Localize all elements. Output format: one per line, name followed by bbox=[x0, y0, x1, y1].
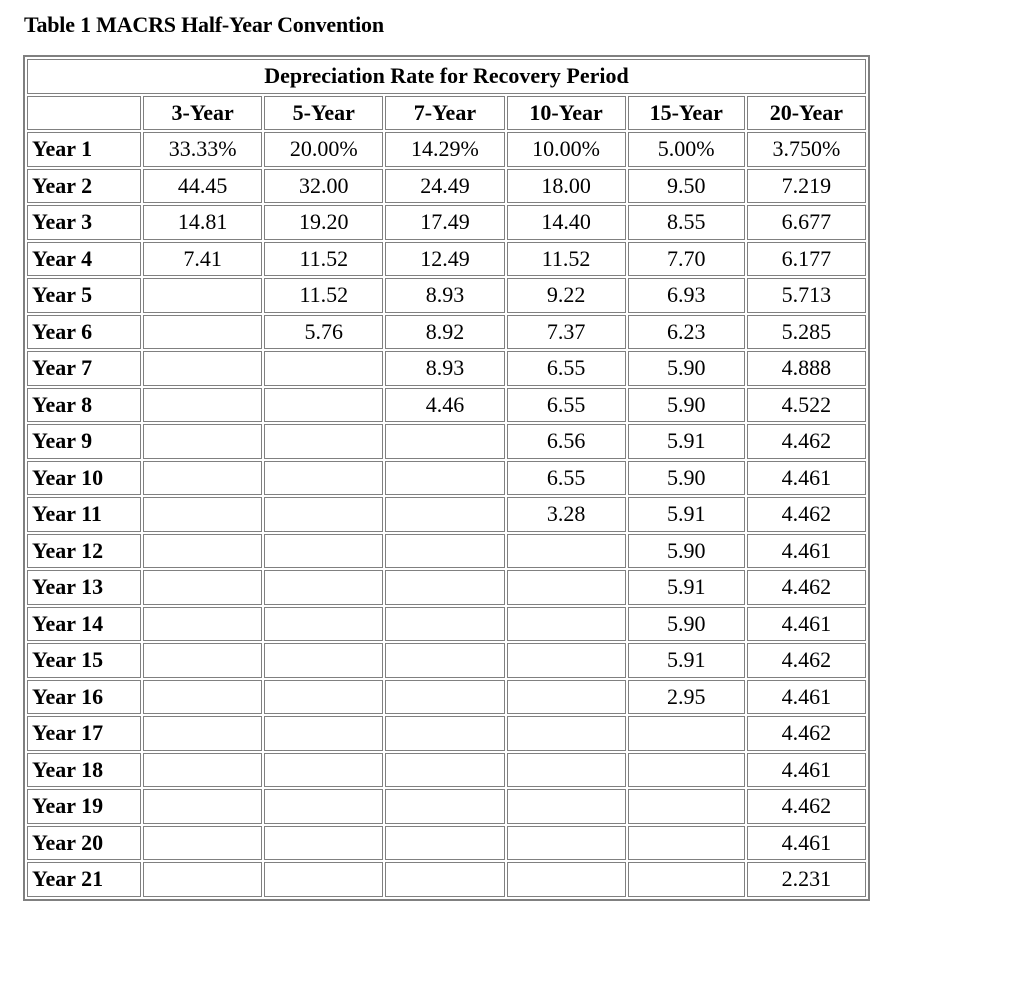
row-label: Year 3 bbox=[27, 205, 141, 240]
rate-cell: 11.52 bbox=[264, 242, 383, 277]
rate-cell: 18.00 bbox=[507, 169, 626, 204]
rate-cell bbox=[628, 716, 745, 751]
rate-cell: 4.461 bbox=[747, 534, 866, 569]
rate-cell bbox=[143, 534, 262, 569]
rate-cell bbox=[143, 862, 262, 897]
rate-cell: 5.91 bbox=[628, 424, 745, 459]
table-row bbox=[27, 205, 866, 240]
rate-cell: 24.49 bbox=[385, 169, 504, 204]
rate-cell: 10.00% bbox=[507, 132, 626, 167]
rate-cell bbox=[143, 278, 262, 313]
row-label: Year 1 bbox=[27, 132, 141, 167]
rate-cell: 4.462 bbox=[747, 570, 866, 605]
rate-cell bbox=[385, 789, 504, 824]
rate-cell: 9.50 bbox=[628, 169, 745, 204]
rate-cell bbox=[264, 497, 383, 532]
table-row bbox=[27, 242, 866, 277]
table-row bbox=[27, 826, 866, 861]
rate-cell: 5.90 bbox=[628, 388, 745, 423]
rate-cell: 5.00% bbox=[628, 132, 745, 167]
rate-cell bbox=[264, 826, 383, 861]
rate-cell bbox=[385, 497, 504, 532]
rate-cell bbox=[264, 680, 383, 715]
rate-cell bbox=[507, 607, 626, 642]
rate-cell: 9.22 bbox=[507, 278, 626, 313]
rate-cell: 5.90 bbox=[628, 607, 745, 642]
rate-cell bbox=[385, 826, 504, 861]
rate-cell: 4.462 bbox=[747, 424, 866, 459]
rate-cell bbox=[264, 461, 383, 496]
rate-cell: 4.46 bbox=[385, 388, 504, 423]
rate-cell bbox=[385, 424, 504, 459]
rate-cell: 2.231 bbox=[747, 862, 866, 897]
row-label: Year 18 bbox=[27, 753, 141, 788]
rate-cell bbox=[264, 351, 383, 386]
rate-cell: 14.29% bbox=[385, 132, 504, 167]
rate-cell: 5.90 bbox=[628, 534, 745, 569]
rate-cell bbox=[264, 753, 383, 788]
table-row bbox=[27, 315, 866, 350]
rate-cell: 4.461 bbox=[747, 753, 866, 788]
rate-cell bbox=[507, 789, 626, 824]
table-row bbox=[27, 716, 866, 751]
rate-cell bbox=[628, 826, 745, 861]
rate-cell bbox=[143, 789, 262, 824]
table-row bbox=[27, 789, 866, 824]
rate-cell bbox=[264, 534, 383, 569]
row-label: Year 7 bbox=[27, 351, 141, 386]
table-row bbox=[27, 643, 866, 678]
rate-cell bbox=[143, 351, 262, 386]
rate-cell: 4.461 bbox=[747, 826, 866, 861]
rate-cell bbox=[264, 716, 383, 751]
rate-cell: 4.462 bbox=[747, 497, 866, 532]
row-label: Year 11 bbox=[27, 497, 141, 532]
rate-cell bbox=[264, 570, 383, 605]
rate-cell bbox=[264, 388, 383, 423]
rate-cell: 4.462 bbox=[747, 643, 866, 678]
rate-cell bbox=[385, 607, 504, 642]
rate-cell bbox=[628, 862, 745, 897]
row-label: Year 12 bbox=[27, 534, 141, 569]
rate-cell bbox=[628, 789, 745, 824]
row-label: Year 6 bbox=[27, 315, 141, 350]
rate-cell: 4.461 bbox=[747, 607, 866, 642]
macrs-table bbox=[23, 55, 870, 901]
rate-cell bbox=[264, 643, 383, 678]
rate-cell bbox=[385, 643, 504, 678]
rate-cell: 4.888 bbox=[747, 351, 866, 386]
rate-cell: 6.55 bbox=[507, 461, 626, 496]
rate-cell: 5.91 bbox=[628, 643, 745, 678]
row-label: Year 8 bbox=[27, 388, 141, 423]
rate-cell: 6.93 bbox=[628, 278, 745, 313]
rate-cell bbox=[264, 607, 383, 642]
rate-cell bbox=[143, 424, 262, 459]
rate-cell bbox=[507, 680, 626, 715]
rate-cell: 6.23 bbox=[628, 315, 745, 350]
rate-cell bbox=[628, 753, 745, 788]
column-header: 20-Year bbox=[747, 96, 866, 131]
row-label: Year 17 bbox=[27, 716, 141, 751]
row-label: Year 16 bbox=[27, 680, 141, 715]
rate-cell bbox=[143, 716, 262, 751]
rate-cell: 3.28 bbox=[507, 497, 626, 532]
rate-cell bbox=[264, 424, 383, 459]
rate-cell: 3.750% bbox=[747, 132, 866, 167]
rate-cell: 44.45 bbox=[143, 169, 262, 204]
rate-cell: 5.90 bbox=[628, 461, 745, 496]
rate-cell bbox=[507, 643, 626, 678]
rate-cell: 12.49 bbox=[385, 242, 504, 277]
rate-cell: 14.81 bbox=[143, 205, 262, 240]
rate-cell bbox=[385, 862, 504, 897]
rate-cell: 6.55 bbox=[507, 388, 626, 423]
rate-cell bbox=[143, 643, 262, 678]
rate-cell bbox=[385, 534, 504, 569]
rate-cell: 4.461 bbox=[747, 461, 866, 496]
rate-cell: 4.462 bbox=[747, 789, 866, 824]
table-row bbox=[27, 534, 866, 569]
table-row bbox=[27, 570, 866, 605]
rate-cell bbox=[143, 826, 262, 861]
table-row bbox=[27, 680, 866, 715]
column-header: 10-Year bbox=[507, 96, 626, 131]
rate-cell: 7.70 bbox=[628, 242, 745, 277]
rate-cell: 5.713 bbox=[747, 278, 866, 313]
row-label: Year 15 bbox=[27, 643, 141, 678]
row-label: Year 19 bbox=[27, 789, 141, 824]
rate-cell: 6.677 bbox=[747, 205, 866, 240]
column-header: 15-Year bbox=[628, 96, 745, 131]
rate-cell: 8.93 bbox=[385, 351, 504, 386]
rate-cell bbox=[385, 461, 504, 496]
rate-cell bbox=[507, 570, 626, 605]
rate-cell bbox=[507, 862, 626, 897]
rate-cell: 7.37 bbox=[507, 315, 626, 350]
rate-cell: 19.20 bbox=[264, 205, 383, 240]
table-row bbox=[27, 461, 866, 496]
table-row bbox=[27, 753, 866, 788]
row-label: Year 4 bbox=[27, 242, 141, 277]
rate-cell bbox=[264, 789, 383, 824]
rate-cell bbox=[143, 753, 262, 788]
column-header: 7-Year bbox=[385, 96, 504, 131]
rate-cell: 8.55 bbox=[628, 205, 745, 240]
rate-cell: 20.00% bbox=[264, 132, 383, 167]
rate-cell: 33.33% bbox=[143, 132, 262, 167]
table-body bbox=[27, 132, 866, 897]
rate-cell bbox=[143, 680, 262, 715]
rate-cell bbox=[507, 534, 626, 569]
column-header: 3-Year bbox=[143, 96, 262, 131]
row-label: Year 10 bbox=[27, 461, 141, 496]
rate-cell bbox=[143, 388, 262, 423]
rate-cell: 2.95 bbox=[628, 680, 745, 715]
rate-cell: 11.52 bbox=[507, 242, 626, 277]
table-row bbox=[27, 132, 866, 167]
group-header: Depreciation Rate for Recovery Period bbox=[27, 59, 866, 94]
rate-cell bbox=[143, 315, 262, 350]
table-row bbox=[27, 278, 866, 313]
rate-cell: 32.00 bbox=[264, 169, 383, 204]
rate-cell bbox=[507, 716, 626, 751]
rate-cell: 5.76 bbox=[264, 315, 383, 350]
group-header-row bbox=[27, 59, 866, 94]
row-label: Year 13 bbox=[27, 570, 141, 605]
rate-cell bbox=[143, 461, 262, 496]
rate-cell: 5.90 bbox=[628, 351, 745, 386]
row-label: Year 20 bbox=[27, 826, 141, 861]
rate-cell bbox=[507, 753, 626, 788]
table-row bbox=[27, 424, 866, 459]
rate-cell bbox=[143, 497, 262, 532]
table-row bbox=[27, 388, 866, 423]
row-label: Year 5 bbox=[27, 278, 141, 313]
row-label: Year 9 bbox=[27, 424, 141, 459]
rate-cell bbox=[143, 570, 262, 605]
rate-cell bbox=[385, 680, 504, 715]
column-header: 5-Year bbox=[264, 96, 383, 131]
rate-cell bbox=[507, 826, 626, 861]
rate-cell: 4.522 bbox=[747, 388, 866, 423]
rate-cell: 5.91 bbox=[628, 497, 745, 532]
rate-cell: 6.55 bbox=[507, 351, 626, 386]
rate-cell bbox=[264, 862, 383, 897]
rate-cell: 4.461 bbox=[747, 680, 866, 715]
rate-cell: 6.56 bbox=[507, 424, 626, 459]
table-row bbox=[27, 607, 866, 642]
column-header-row bbox=[27, 96, 866, 131]
rate-cell bbox=[385, 716, 504, 751]
table-row bbox=[27, 862, 866, 897]
table-caption: Table 1 MACRS Half-Year Convention bbox=[24, 12, 384, 37]
row-label: Year 2 bbox=[27, 169, 141, 204]
rate-cell: 17.49 bbox=[385, 205, 504, 240]
table-row bbox=[27, 351, 866, 386]
rate-cell bbox=[385, 753, 504, 788]
rate-cell: 5.285 bbox=[747, 315, 866, 350]
rate-cell bbox=[385, 570, 504, 605]
rate-cell: 14.40 bbox=[507, 205, 626, 240]
rate-cell: 7.41 bbox=[143, 242, 262, 277]
rate-cell bbox=[143, 607, 262, 642]
rate-cell: 8.92 bbox=[385, 315, 504, 350]
row-label: Year 14 bbox=[27, 607, 141, 642]
table-row bbox=[27, 169, 866, 204]
rate-cell: 4.462 bbox=[747, 716, 866, 751]
rate-cell: 5.91 bbox=[628, 570, 745, 605]
rate-cell: 8.93 bbox=[385, 278, 504, 313]
rate-cell: 6.177 bbox=[747, 242, 866, 277]
rate-cell: 11.52 bbox=[264, 278, 383, 313]
rate-cell: 7.219 bbox=[747, 169, 866, 204]
row-label-header bbox=[27, 96, 141, 131]
table-row bbox=[27, 497, 866, 532]
row-label: Year 21 bbox=[27, 862, 141, 897]
